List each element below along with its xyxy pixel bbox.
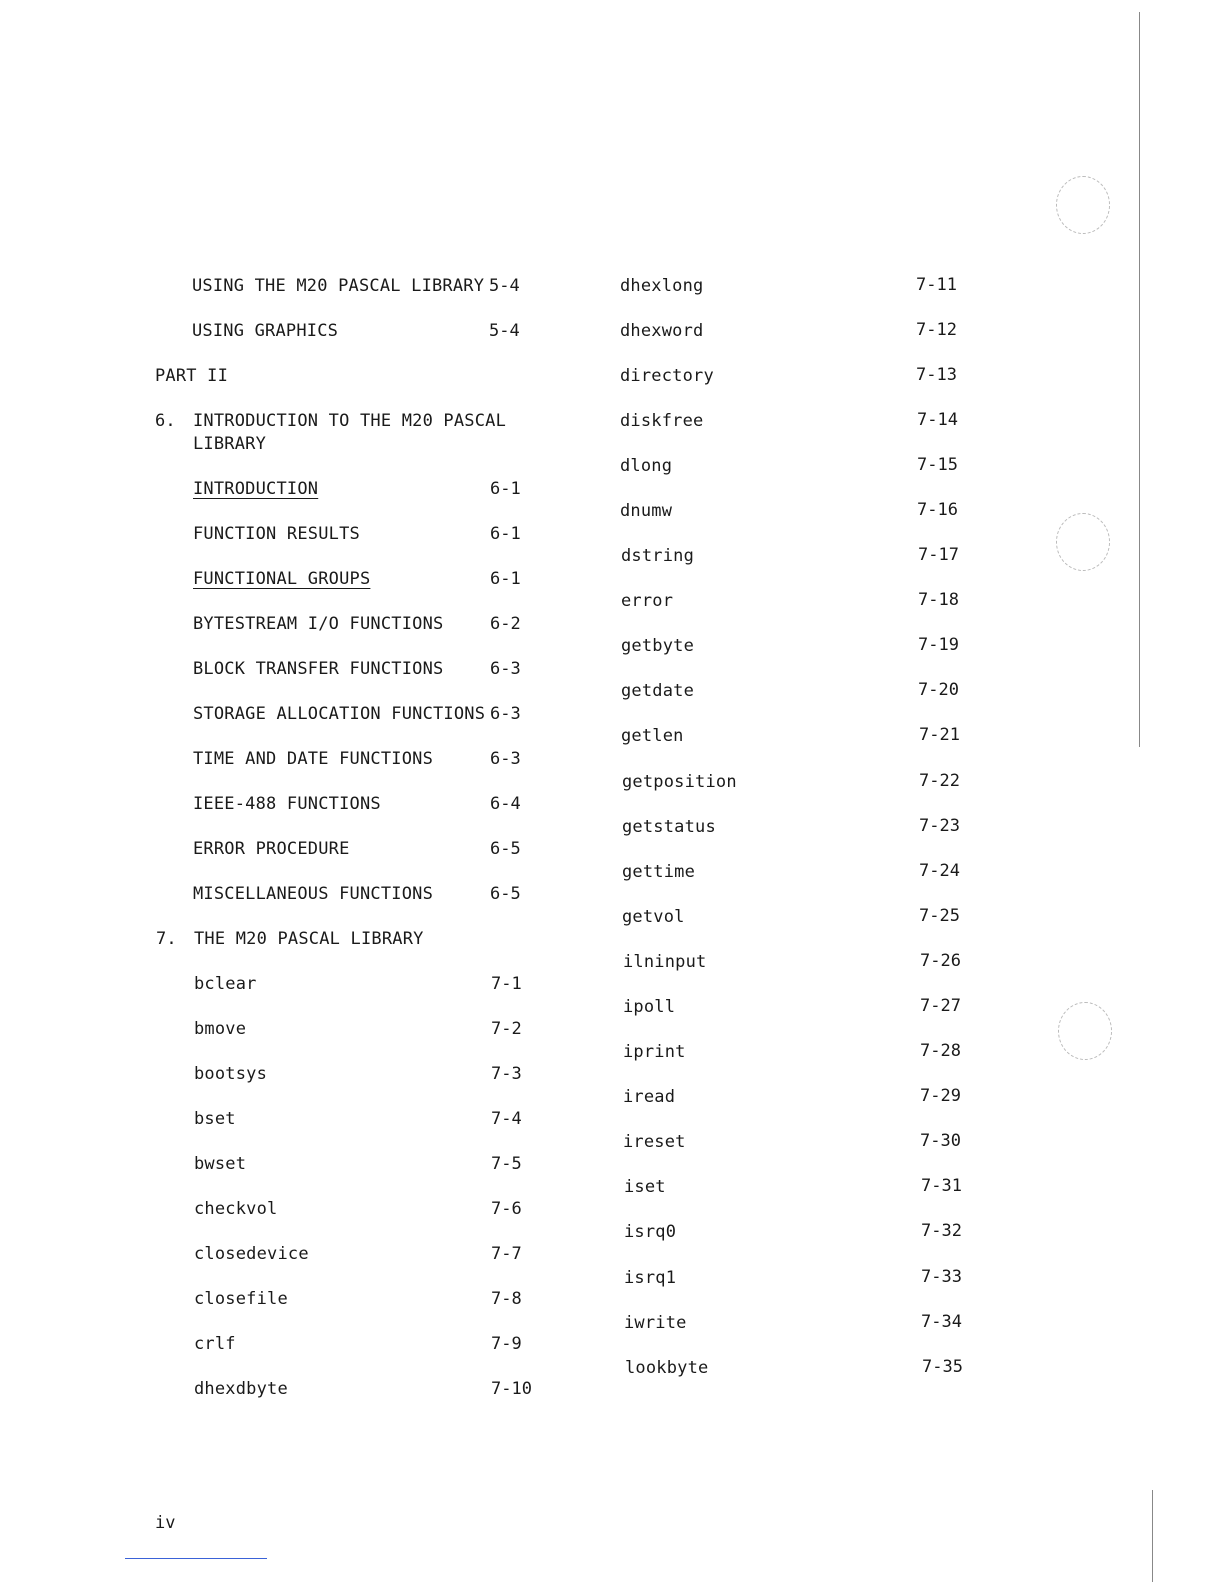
toc-entry-error-procedure: ERROR PROCEDURE [193, 839, 350, 859]
punch-hole [1058, 1002, 1112, 1060]
toc-page-number: 7-1 [491, 974, 522, 994]
toc-page-number: 6-5 [490, 839, 521, 859]
toc-page-number: 6-3 [490, 749, 521, 769]
toc-page-number: 6-3 [490, 704, 521, 724]
toc-page-number: 7-17 [918, 545, 959, 565]
toc-page-number: 7-34 [921, 1312, 962, 1332]
toc-page-number: 7-31 [921, 1176, 962, 1196]
toc-chapter-title-line2: LIBRARY [193, 434, 267, 454]
toc-page-number: 7-27 [920, 996, 961, 1016]
toc-entry-function: dlong [620, 456, 673, 476]
toc-page-number: 7-32 [921, 1221, 962, 1241]
toc-page-number: 7-10 [491, 1379, 532, 1399]
toc-page-number: 7-30 [920, 1131, 961, 1151]
toc-entry-function: bset [194, 1109, 236, 1129]
toc-page-number: 7-24 [919, 861, 960, 881]
scan-margin-line [1139, 12, 1140, 747]
toc-page-number: 7-11 [916, 275, 957, 295]
toc-entry-function: dhexdbyte [194, 1379, 288, 1399]
toc-entry-function-results: FUNCTION RESULTS [193, 524, 360, 544]
toc-entry-function: lookbyte [625, 1358, 709, 1378]
toc-entry-function: directory [620, 366, 714, 386]
toc-entry-function: dhexword [620, 321, 704, 341]
toc-part-heading: PART II [155, 366, 229, 386]
toc-entry-function: dnumw [620, 501, 673, 521]
toc-entry-using-graphics: USING GRAPHICS [192, 321, 339, 341]
toc-page-number: 7-3 [491, 1064, 522, 1084]
toc-entry-function: iwrite [624, 1313, 687, 1333]
footer-page-number: iv [155, 1513, 176, 1533]
toc-entry-function: ireset [623, 1132, 686, 1152]
toc-entry-function: crlf [194, 1334, 236, 1354]
toc-entry-function: iset [624, 1177, 666, 1197]
toc-page-number: 7-9 [491, 1334, 522, 1354]
toc-entry-function: iprint [623, 1042, 686, 1062]
toc-page-number: 6-4 [490, 794, 521, 814]
toc-page-number: 7-25 [919, 906, 960, 926]
toc-entry-function: diskfree [620, 411, 704, 431]
toc-entry-storage-allocation: STORAGE ALLOCATION FUNCTIONS [193, 704, 486, 724]
toc-entry-function: ipoll [623, 997, 676, 1017]
toc-entry-bytestream: BYTESTREAM I/O FUNCTIONS [193, 614, 444, 634]
toc-entry-function: dhexlong [620, 276, 704, 296]
toc-page-number: 7-15 [917, 455, 958, 475]
toc-entry-function: checkvol [194, 1199, 278, 1219]
toc-entry-function: ilninput [623, 952, 707, 972]
toc-page-number: 7-5 [491, 1154, 522, 1174]
toc-page-number: 7-6 [491, 1199, 522, 1219]
toc-page-number: 6-3 [490, 659, 521, 679]
toc-entry-function: getdate [621, 681, 695, 701]
toc-entry-function: getlen [621, 726, 684, 746]
toc-entry-function: gettime [622, 862, 696, 882]
toc-page-number: 7-13 [916, 365, 957, 385]
toc-page-number: 7-26 [920, 951, 961, 971]
toc-entry-function: bwset [194, 1154, 247, 1174]
toc-entry-function: getbyte [621, 636, 695, 656]
toc-entry-function: bmove [194, 1019, 247, 1039]
toc-entry-function: getposition [622, 772, 737, 792]
toc-entry-function: bootsys [194, 1064, 268, 1084]
toc-page-number: 6-2 [490, 614, 521, 634]
toc-entry-function: error [621, 591, 674, 611]
toc-page-number: 7-28 [920, 1041, 961, 1061]
toc-entry-ieee488: IEEE-488 FUNCTIONS [193, 794, 381, 814]
toc-page-number: 5-4 [489, 276, 520, 296]
bottom-rule [125, 1558, 267, 1559]
toc-page-number: 6-1 [490, 569, 521, 589]
toc-chapter-number: 7. [156, 929, 177, 949]
toc-page-number: 7-23 [919, 816, 960, 836]
toc-entry-function: isrq0 [624, 1222, 677, 1242]
toc-page-number: 7-8 [491, 1289, 522, 1309]
toc-chapter-title: INTRODUCTION TO THE M20 PASCAL [193, 411, 507, 431]
toc-entry-block-transfer: BLOCK TRANSFER FUNCTIONS [193, 659, 444, 679]
toc-entry-function: iread [623, 1087, 676, 1107]
toc-chapter-number: 6. [155, 411, 176, 431]
toc-page-number: 6-1 [490, 524, 521, 544]
toc-page-number: 7-19 [918, 635, 959, 655]
toc-entry-function: getvol [622, 907, 685, 927]
scan-margin-line [1152, 1490, 1153, 1582]
toc-page-number: 7-18 [918, 590, 959, 610]
toc-entry-function: isrq1 [624, 1268, 677, 1288]
toc-page-number: 7-7 [491, 1244, 522, 1264]
toc-entry-function: closefile [194, 1289, 288, 1309]
toc-page-number: 7-12 [916, 320, 957, 340]
toc-page-number: 6-1 [490, 479, 521, 499]
toc-entry-function: getstatus [622, 817, 716, 837]
toc-page-number: 7-4 [491, 1109, 522, 1129]
toc-entry-function: closedevice [194, 1244, 309, 1264]
toc-page-number: 5-4 [489, 321, 520, 341]
toc-entry-introduction: INTRODUCTION [193, 479, 319, 499]
toc-page-number: 7-20 [918, 680, 959, 700]
toc-page-number: 7-14 [917, 410, 958, 430]
toc-page-number: 7-35 [922, 1357, 963, 1377]
punch-hole [1056, 176, 1110, 234]
toc-entry-functional-groups: FUNCTIONAL GROUPS [193, 569, 371, 589]
toc-entry-time-date: TIME AND DATE FUNCTIONS [193, 749, 434, 769]
toc-page-number: 6-5 [490, 884, 521, 904]
toc-page-number: 7-29 [920, 1086, 961, 1106]
toc-entry-miscellaneous: MISCELLANEOUS FUNCTIONS [193, 884, 434, 904]
toc-page-number: 7-22 [919, 771, 960, 791]
toc-page-number: 7-21 [919, 725, 960, 745]
toc-page-number: 7-2 [491, 1019, 522, 1039]
toc-entry-function: bclear [194, 974, 257, 994]
toc-entry-using-library: USING THE M20 PASCAL LIBRARY [192, 276, 485, 296]
toc-page-number: 7-16 [917, 500, 958, 520]
punch-hole [1056, 513, 1110, 571]
toc-entry-function: dstring [621, 546, 695, 566]
toc-chapter-title: THE M20 PASCAL LIBRARY [194, 929, 424, 949]
toc-page-number: 7-33 [921, 1267, 962, 1287]
